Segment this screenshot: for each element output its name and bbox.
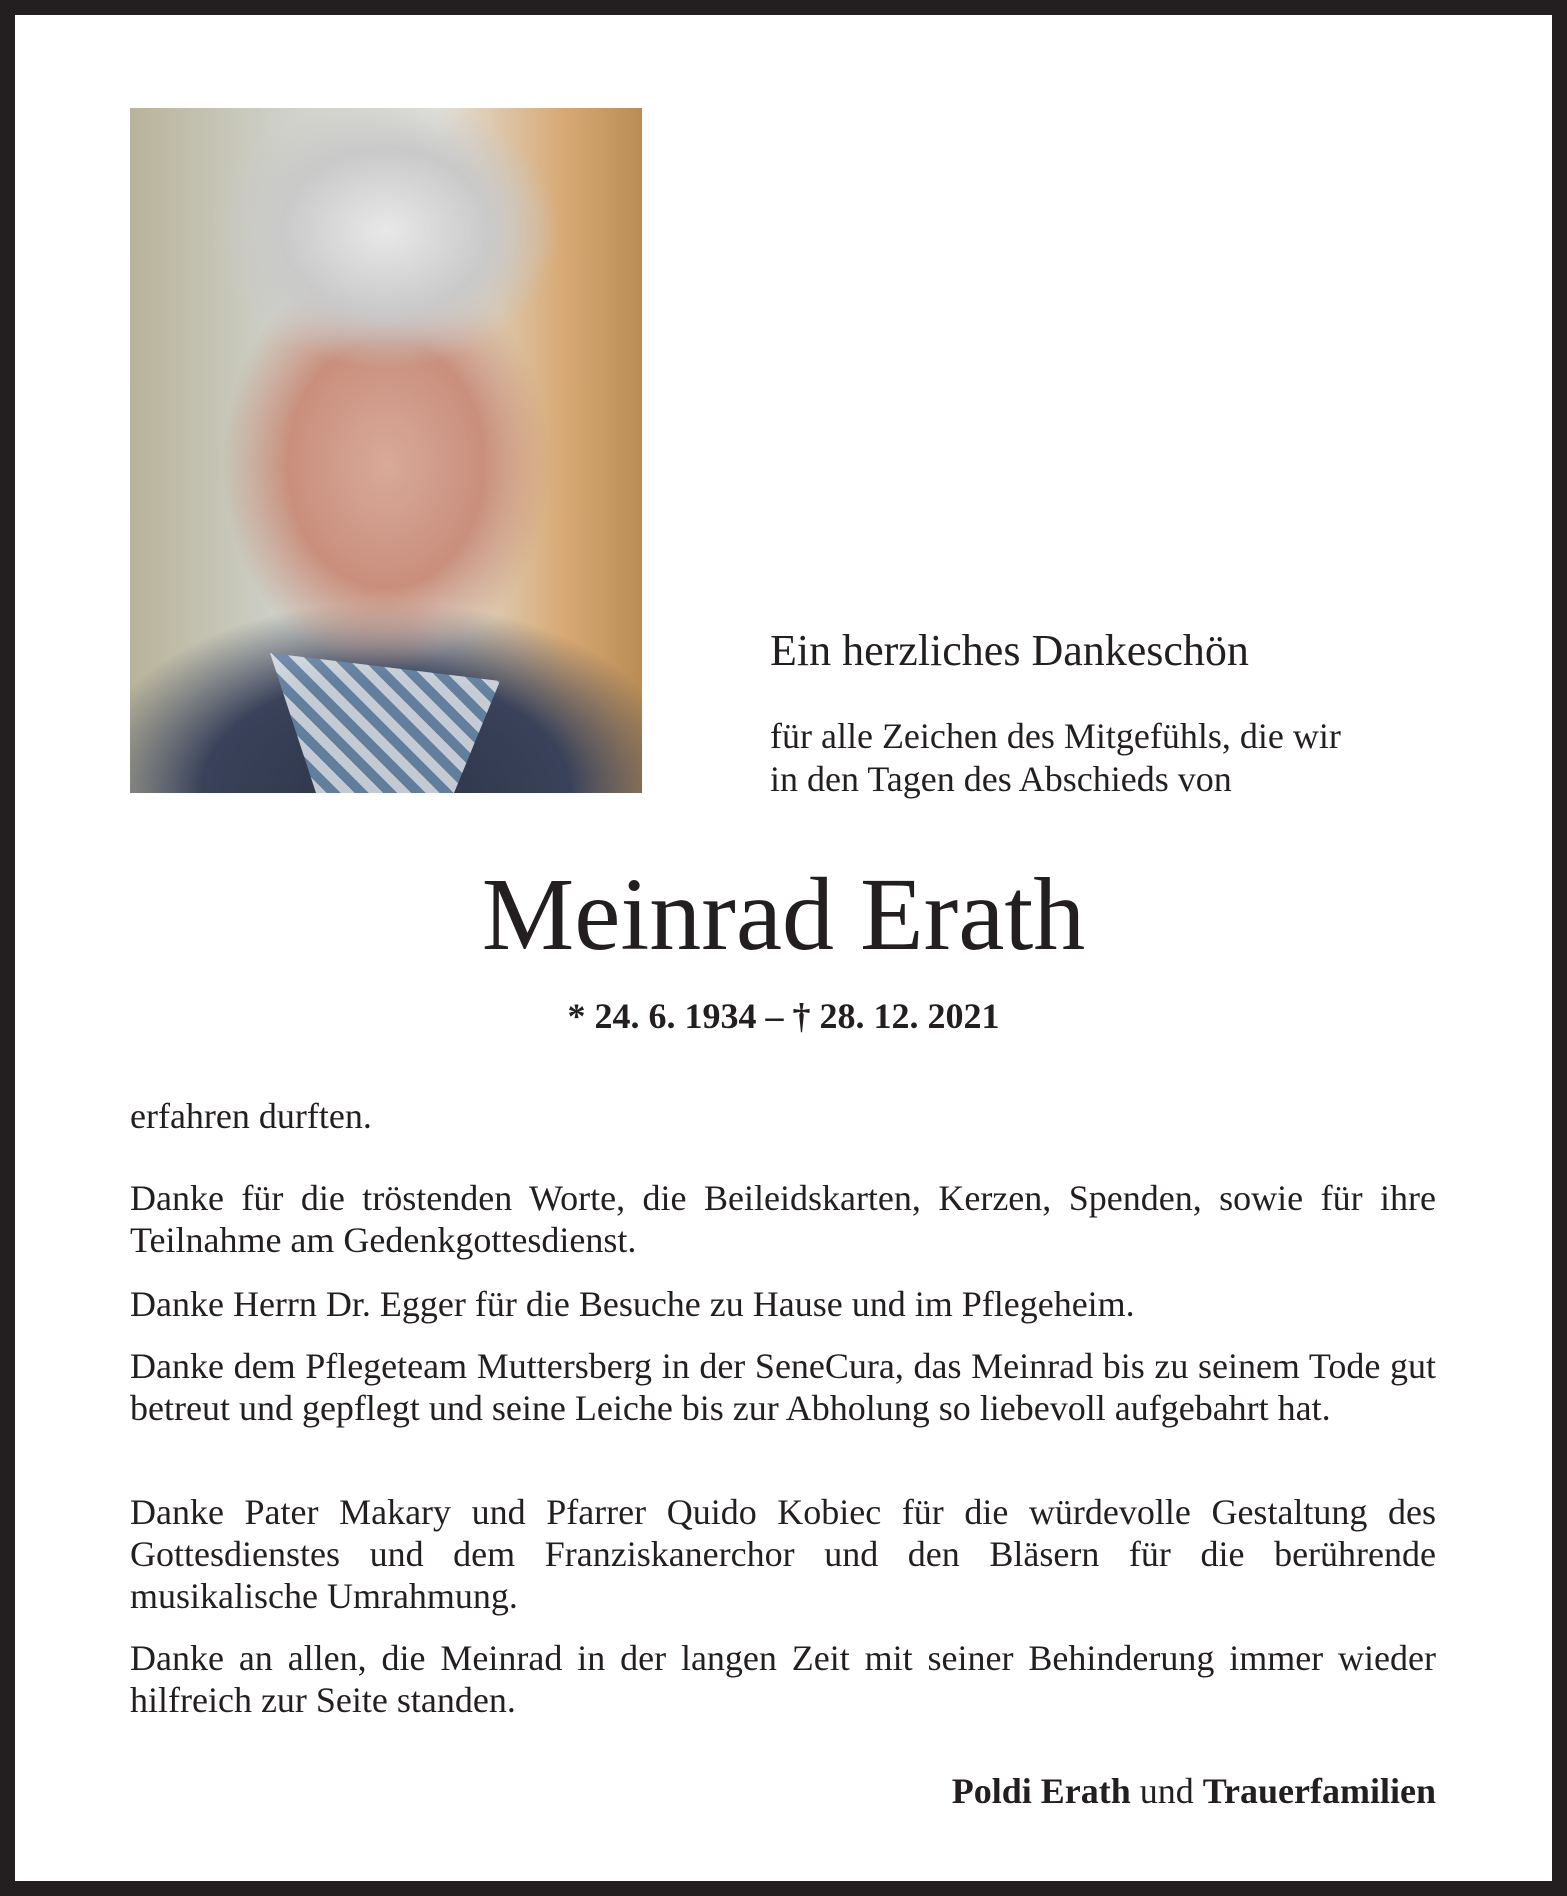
- signature: [952, 1770, 1436, 1812]
- paragraph: Danke an allen, die Meinrad in der langen Zeit mit seiner Behinderung immer wieder hilfreich zur Seite standen.: [130, 1638, 1436, 1720]
- intro-line: für alle Zeichen des Mitgefühls, die wir: [770, 716, 1341, 756]
- heading: Ein herzliches Dankeschön: [770, 626, 1249, 675]
- paragraph: Danke dem Pflegeteam Muttersberg in der SeneCura, das Meinrad bis zu seinem Tode gut betreut und gepflegt und seine Leiche bis zur Abholung so liebevoll aufgebahrt hat.: [130, 1346, 1436, 1428]
- paragraph: Danke Herrn Dr. Egger für die Besuche zu Hause und im Pflegeheim.: [130, 1284, 1135, 1324]
- paragraph: Danke für die tröstenden Worte, die Beileidskarten, Kerzen, Spenden, sowie für ihre Teilnahme am Gedenkgottesdienst.: [130, 1178, 1436, 1260]
- obituary-page: [15, 15, 1552, 1881]
- signature-family: Trauerfamilien: [1202, 1771, 1436, 1811]
- after-name-text: erfahren durften.: [130, 1096, 372, 1136]
- life-dates: * 24. 6. 1934 – † 28. 12. 2021: [567, 996, 1000, 1036]
- shirt-pattern: [270, 653, 500, 793]
- intro-line: in den Tagen des Abschieds von: [770, 759, 1232, 799]
- portrait-photo: [130, 108, 642, 793]
- deceased-name: Meinrad Erath: [481, 857, 1086, 972]
- signature-connector: und: [1139, 1771, 1194, 1811]
- signature-name: Poldi Erath: [951, 1771, 1131, 1811]
- intro-text: [770, 715, 1341, 801]
- paragraph: Danke Pater Makary und Pfarrer Quido Kobiec für die würdevolle Gestaltung des Gottesdienstes und dem Franziskanerchor und den Bläsern für die berührende musikalische Umrahmung.: [130, 1492, 1436, 1616]
